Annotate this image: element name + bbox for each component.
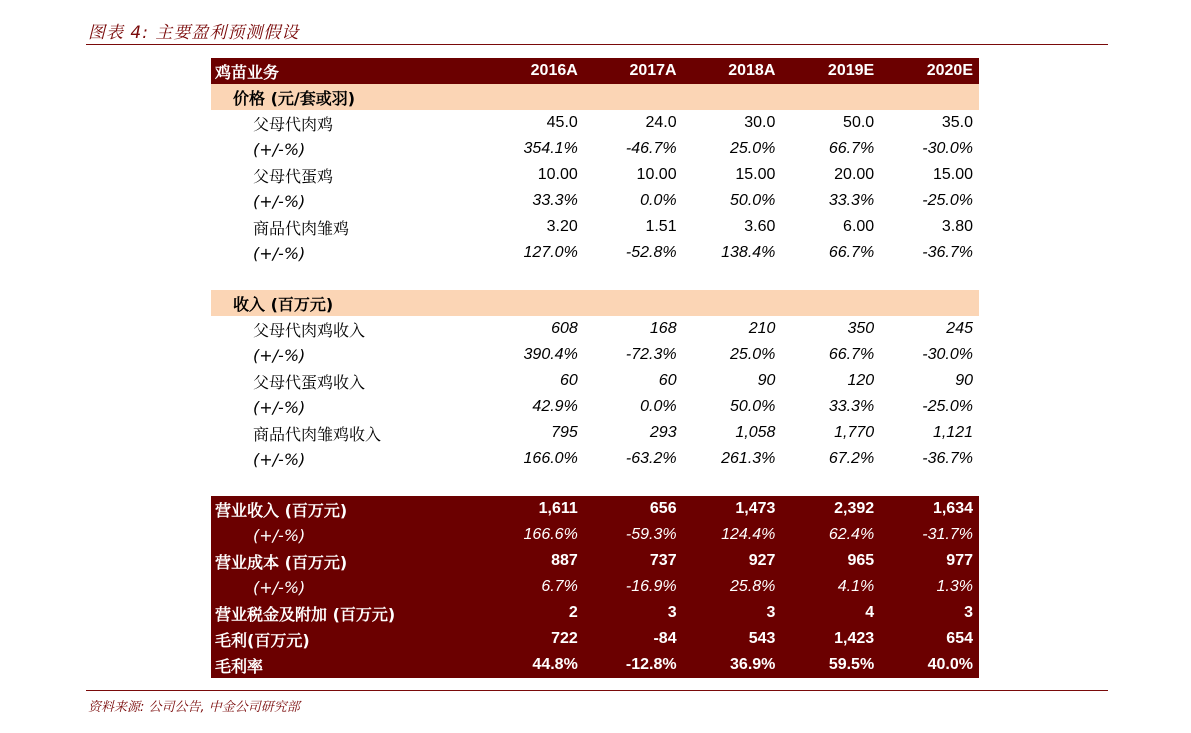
section-header-revenue [211, 290, 979, 316]
cell: 543 [683, 626, 782, 652]
cell: 887 [485, 548, 584, 574]
cell: 0.0% [640, 192, 677, 209]
cell: 62.4% [781, 522, 880, 548]
cell: -63.2% [625, 450, 677, 467]
cell: 2,392 [781, 496, 880, 522]
cell: 927 [683, 548, 782, 574]
cell: 210 [748, 320, 776, 337]
cell: -25.0% [922, 398, 973, 415]
cell: 1,634 [880, 496, 979, 522]
cell: 656 [584, 496, 683, 522]
cell: -30.0% [922, 346, 973, 363]
cell: 25.8% [683, 574, 782, 600]
row-label: 父母代蛋鸡收入 [253, 372, 366, 392]
table-row [211, 394, 979, 420]
row-label: 营业税金及附加 (百万元) [211, 600, 485, 626]
cell: -46.7% [625, 140, 677, 157]
cell: 127.0% [523, 244, 578, 261]
cell: -72.3% [625, 346, 677, 363]
cell: -36.7% [922, 450, 973, 467]
cell: 44.8% [485, 652, 584, 678]
cell: 24.0 [645, 114, 677, 131]
summary-row [211, 600, 979, 626]
summary-row [211, 574, 979, 600]
cell: 965 [781, 548, 880, 574]
cell: 608 [551, 320, 578, 337]
row-label: 营业收入 (百万元) [211, 496, 485, 522]
cell: 20.00 [834, 166, 875, 183]
bottom-rule [86, 690, 1108, 691]
cell: 40.0% [880, 652, 979, 678]
cell: 33.3% [828, 192, 875, 209]
cell: 737 [584, 548, 683, 574]
cell: 60 [658, 372, 677, 389]
cell: 59.5% [781, 652, 880, 678]
cell: -31.7% [880, 522, 979, 548]
table-row [211, 446, 979, 472]
cell: 245 [946, 320, 973, 337]
cell: 1,611 [485, 496, 584, 522]
section-header-price [211, 84, 979, 110]
cell: 1.3% [880, 574, 979, 600]
cell: -16.9% [584, 574, 683, 600]
cell: 90 [955, 372, 973, 389]
summary-row [211, 652, 979, 678]
cell: -52.8% [625, 244, 677, 261]
cell: 25.0% [730, 346, 776, 363]
cell: 654 [880, 626, 979, 652]
cell: 0.0% [640, 398, 677, 415]
cell: 1,058 [735, 424, 776, 441]
row-label: (+/-%) [253, 449, 306, 469]
cell: 35.0 [941, 114, 973, 131]
cell: 1,473 [683, 496, 782, 522]
cell: 2 [485, 600, 584, 626]
cell: 25.0% [730, 140, 776, 157]
cell: 168 [649, 320, 677, 337]
section-label: 收入 (百万元) [211, 290, 485, 316]
cell: 4.1% [781, 574, 880, 600]
row-label: 营业成本 (百万元) [211, 548, 485, 574]
table-row [211, 240, 979, 266]
cell: 3.60 [744, 218, 776, 235]
cell: -59.3% [584, 522, 683, 548]
cell: 3 [880, 600, 979, 626]
table-row [211, 342, 979, 368]
row-label: 父母代肉鸡收入 [253, 320, 366, 340]
cell: 10.00 [636, 166, 677, 183]
cell: -25.0% [922, 192, 973, 209]
table-row [211, 188, 979, 214]
table-row [211, 368, 979, 394]
cell: 66.7% [828, 244, 875, 261]
cell: 42.9% [532, 398, 578, 415]
cell: 350 [847, 320, 875, 337]
cell: 166.0% [523, 450, 578, 467]
cell: 67.2% [828, 450, 875, 467]
cell: 3.20 [546, 218, 578, 235]
cell: 1,423 [781, 626, 880, 652]
row-label: 父母代肉鸡 [253, 114, 334, 134]
cell: 30.0 [744, 114, 776, 131]
cell: 390.4% [523, 346, 578, 363]
year-header: 2017A [584, 58, 683, 84]
table-row [211, 316, 979, 342]
cell: 3 [584, 600, 683, 626]
cell: 293 [649, 424, 677, 441]
cell: 977 [880, 548, 979, 574]
figure-title: 图表 4: 主要盈利预测假设 [88, 23, 300, 43]
year-header: 2016A [485, 58, 584, 84]
summary-row [211, 626, 979, 652]
cell: -84 [584, 626, 683, 652]
cell: 50.0 [843, 114, 875, 131]
year-header: 2019E [781, 58, 880, 84]
spacer-row [211, 472, 979, 496]
row-label: (+/-%) [211, 574, 485, 600]
cell: 15.00 [735, 166, 776, 183]
header-label: 鸡苗业务 [211, 58, 485, 84]
table-row [211, 136, 979, 162]
table-row [211, 110, 979, 136]
cell: 354.1% [523, 140, 578, 157]
row-label: 毛利(百万元) [211, 626, 485, 652]
top-rule [86, 44, 1108, 45]
row-label: (+/-%) [253, 345, 306, 365]
cell: 261.3% [721, 450, 776, 467]
cell: -12.8% [584, 652, 683, 678]
cell: 60 [560, 372, 578, 389]
cell: 4 [781, 600, 880, 626]
cell: 3 [683, 600, 782, 626]
cell: 3.80 [941, 218, 973, 235]
summary-row [211, 522, 979, 548]
cell: 6.7% [485, 574, 584, 600]
row-label: 商品代肉雏鸡收入 [253, 424, 382, 444]
row-label: 父母代蛋鸡 [253, 166, 334, 186]
row-label: 毛利率 [211, 652, 485, 678]
cell: 66.7% [828, 346, 875, 363]
cell: 722 [485, 626, 584, 652]
cell: 6.00 [843, 218, 875, 235]
cell: 66.7% [828, 140, 875, 157]
cell: 33.3% [828, 398, 875, 415]
cell: 1,770 [834, 424, 875, 441]
year-header: 2020E [880, 58, 979, 84]
summary-row [211, 496, 979, 522]
cell: 10.00 [537, 166, 578, 183]
cell: 15.00 [932, 166, 973, 183]
summary-row [211, 548, 979, 574]
cell: 795 [551, 424, 578, 441]
table-row [211, 214, 979, 240]
row-label: (+/-%) [253, 243, 306, 263]
source-note: 资料来源: 公司公告, 中金公司研究部 [88, 700, 300, 715]
section-label: 价格 (元/套或羽) [211, 84, 485, 110]
row-label: (+/-%) [253, 397, 306, 417]
cell: 1.51 [645, 218, 677, 235]
table-header-row [211, 58, 979, 84]
row-label: 商品代肉雏鸡 [253, 218, 350, 238]
cell: 33.3% [532, 192, 578, 209]
cell: 124.4% [683, 522, 782, 548]
cell: 36.9% [683, 652, 782, 678]
row-label: (+/-%) [211, 522, 485, 548]
cell: 120 [847, 372, 875, 389]
cell: 90 [757, 372, 776, 389]
cell: 138.4% [721, 244, 776, 261]
spacer-row [211, 266, 979, 290]
cell: 45.0 [546, 114, 578, 131]
table-row [211, 162, 979, 188]
table-row [211, 420, 979, 446]
year-header: 2018A [683, 58, 782, 84]
cell: 50.0% [730, 398, 776, 415]
forecast-table [211, 58, 979, 678]
row-label: (+/-%) [253, 191, 306, 211]
cell: 166.6% [485, 522, 584, 548]
cell: -30.0% [922, 140, 973, 157]
cell: 1,121 [932, 424, 973, 441]
cell: -36.7% [922, 244, 973, 261]
row-label: (+/-%) [253, 139, 306, 159]
cell: 50.0% [730, 192, 776, 209]
